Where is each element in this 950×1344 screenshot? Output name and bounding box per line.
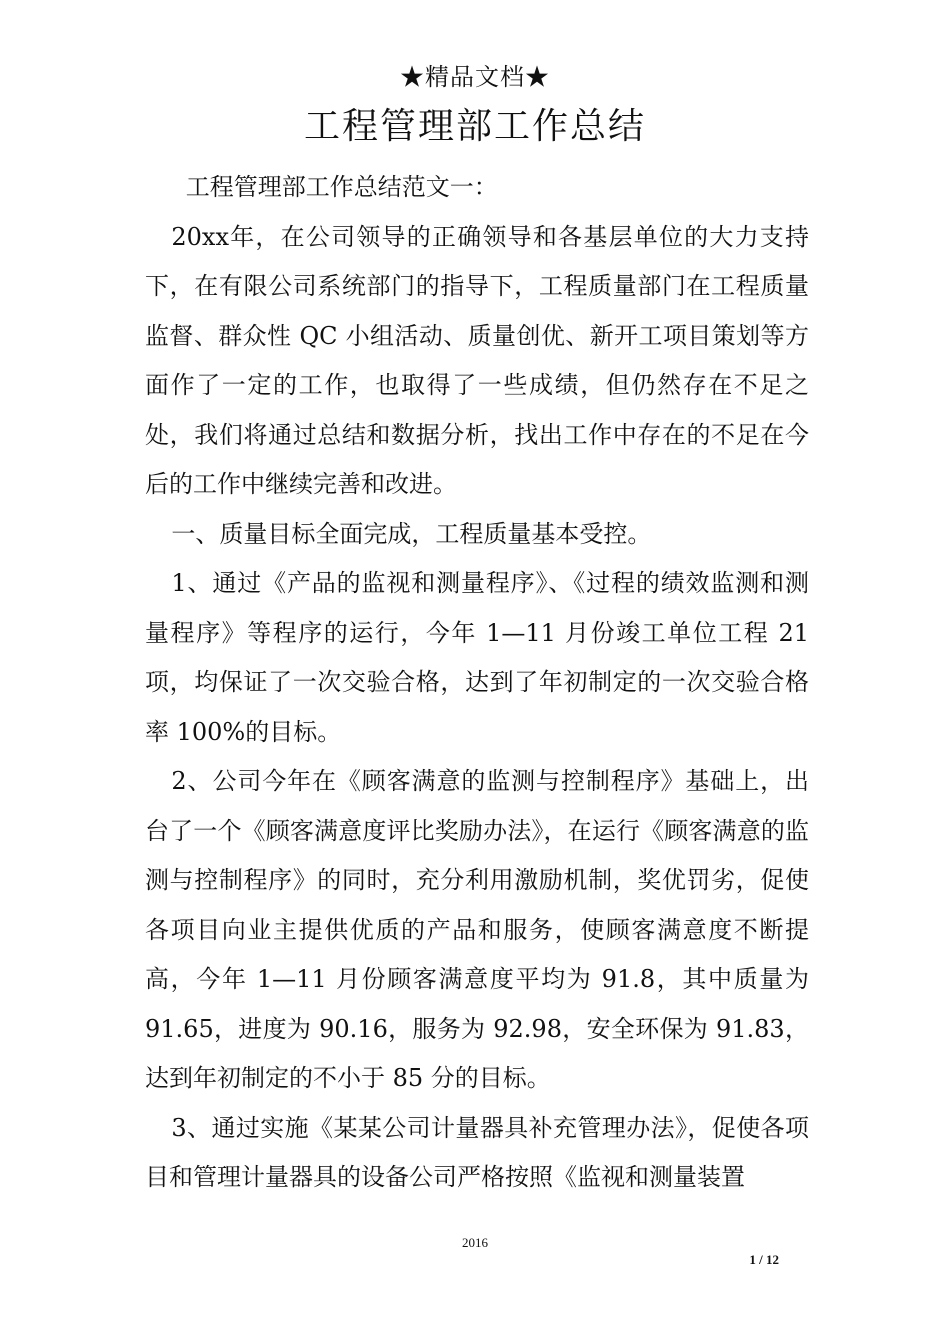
paragraph-item-3: 3、通过实施《某某公司计量器具补充管理办法》，促使各项目和管理计量器具的设备公司严格按照《监视和测量装置 [145,1113,809,1191]
paragraph-subtitle: 工程管理部工作总结范文一： [185,173,498,201]
page-number: 1 / 12 [749,1252,779,1267]
paragraph-intro: 20xx年，在公司领导的正确领导和各基层单位的大力支持下，在有限公司系统部门的指导下，工程质量部门在工程质量监督、群众性 QC 小组活动、质量创优、新开工项目策划等方面作了一定的工作，也取得了一些成绩，但仍然存在不足之处，我们将通过总结和数据分析，找出工作中存在的不足在今后的工作中继续完善和改进。 [145,222,809,498]
document-body [145,163,809,1203]
paragraph-item-2: 2、公司今年在《顾客满意的监测与控制程序》基础上，出台了一个《顾客满意度评比奖励办法》，在运行《顾客满意的监测与控制程序》的同时，充分利用激励机制，奖优罚劣，促使各项目向业主提供优质的产品和服务，使顾客满意度不断提高，今年 1—11 月份顾客满意度平均为 91.8，其中质量为 91.65，进度为 90.16，服务为 92.98，安全环保为 91.83，达到年初制定的不小于 85 分的目标。 [145,767,809,1092]
paragraph-item-1: 1、通过《产品的监视和测量程序》、《过程的绩效监测和测量程序》等程序的运行，今年 1—11 月份竣工单位工程 21 项，均保证了一次交验合格，达到了年初制定的一次交验合格率 100%的目标。 [145,569,809,746]
document-title: 工程管理部工作总结 [303,106,646,147]
paragraph-section-heading: 一、质量目标全面完成，工程质量基本受控。 [171,519,652,548]
header-mark: ★精品文档★ [400,63,550,91]
footer-year: 2016 [462,1235,488,1250]
